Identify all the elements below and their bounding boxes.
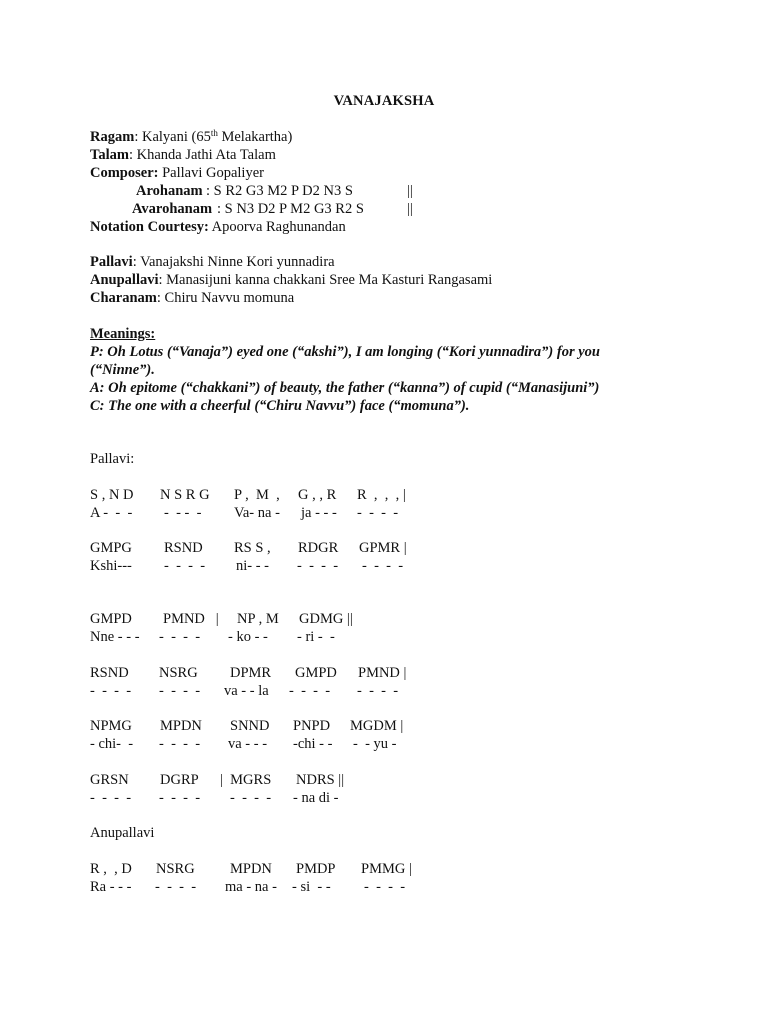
- anupallavi-sahitya-cell: ma - na -: [225, 879, 277, 895]
- anupallavi-sahitya-cell: Ra - - -: [90, 879, 132, 895]
- pallavi-sahitya-cell: - ko - -: [228, 629, 268, 645]
- meaning-anupallavi: A: Oh epitome (“chakkani”) of beauty, the father (“kanna”) of cupid (“Manasijuni”): [90, 380, 600, 396]
- pallavi-sahitya-cell: va - - -: [228, 736, 268, 752]
- pallavi-swara-cell: N S R G: [160, 487, 210, 503]
- courtesy-line: [90, 218, 346, 236]
- pallavi-sahitya-row: [0, 558, 768, 576]
- pallavi-swara-cell: GPMR |: [359, 540, 407, 556]
- talam-label: Talam: [90, 147, 129, 163]
- pallavi-block: [0, 487, 768, 523]
- pallavi-sahitya-cell: - chi- -: [90, 736, 134, 752]
- avarohanam-notes: : S N3 D2 P M2 G3 R2 S: [217, 201, 364, 217]
- pallavi-sahitya-cell: - - - -: [90, 790, 132, 806]
- pallavi-block: [0, 718, 768, 754]
- pallavi-sahitya-cell: - - - -: [90, 683, 132, 699]
- pallavi-swara-cell: GMPD: [295, 665, 337, 681]
- pallavi-sahitya-cell: va - - la: [224, 683, 269, 699]
- anupallavi-sahitya-cell: - si - -: [292, 879, 331, 895]
- pallavi-lyric-text: : Vanajakshi Ninne Kori yunnadira: [132, 254, 335, 270]
- anupallavi-lyric-label: Anupallavi: [90, 272, 159, 288]
- pallavi-swara-cell: MPDN: [160, 718, 202, 734]
- pallavi-sahitya-cell: - - - -: [357, 683, 399, 699]
- pallavi-block: [0, 611, 768, 647]
- pallavi-sahitya-cell: - - - -: [362, 558, 404, 574]
- pallavi-sahitya-cell: Va- na -: [234, 505, 280, 521]
- pallavi-swara-cell: P , M ,: [234, 487, 280, 503]
- anupallavi-swara-cell: R , , D: [90, 861, 132, 877]
- pallavi-sahitya-row: [0, 790, 768, 808]
- anupallavi-swara-cell: PMDP: [296, 861, 336, 877]
- pallavi-sahitya-cell: - - - -: [289, 683, 331, 699]
- pallavi-sahitya-cell: - - - -: [159, 736, 201, 752]
- pallavi-sahitya-cell: - - yu -: [353, 736, 397, 752]
- pallavi-sahitya-cell: Kshi---: [90, 558, 132, 574]
- raga-details: [90, 128, 413, 236]
- page-title: VANAJAKSHA: [333, 93, 435, 109]
- pallavi-swara-cell: RSND: [164, 540, 203, 556]
- pallavi-swara-cell: GMPD: [90, 611, 132, 627]
- pallavi-sahitya-cell: A - - -: [90, 505, 133, 521]
- pallavi-swara-cell: MGDM |: [350, 718, 404, 734]
- anupallavi-swara-cell: PMMG |: [361, 861, 412, 877]
- pallavi-sahitya-cell: - - - -: [159, 629, 201, 645]
- arohanam-bar: ||: [407, 183, 413, 199]
- meanings-heading: Meanings:: [90, 326, 156, 342]
- charanam-lyric-label: Charanam: [90, 290, 157, 306]
- anupallavi-sahitya-cell: - - - -: [364, 879, 406, 895]
- ragam-value: : Kalyani (65: [134, 129, 211, 145]
- pallavi-swara-cell: GMPG: [90, 540, 132, 556]
- pallavi-swara-row: [0, 772, 768, 790]
- pallavi-swara-cell: PMND |: [358, 665, 407, 681]
- pallavi-swara-cell: DGRP: [160, 772, 199, 788]
- avarohanam-bar: ||: [407, 201, 413, 217]
- ragam-label: Ragam: [90, 129, 135, 145]
- pallavi-block: [0, 772, 768, 808]
- anupallavi-swara-cell: MPDN: [230, 861, 272, 877]
- pallavi-heading: Pallavi:: [90, 451, 135, 467]
- pallavi-sahitya-row: [0, 736, 768, 754]
- anupallavi-sahitya-row: [0, 879, 768, 897]
- composer-line: [90, 164, 346, 182]
- talam-line: [90, 146, 346, 164]
- pallavi-swara-row: [0, 487, 768, 505]
- pallavi-sahitya-cell: - - - -: [297, 558, 339, 574]
- pallavi-sahitya-cell: - ri - -: [297, 629, 335, 645]
- pallavi-swara-cell: | MGRS: [220, 772, 272, 788]
- pallavi-swara-cell: RS S ,: [234, 540, 271, 556]
- pallavi-sahitya-cell: -chi - -: [293, 736, 333, 752]
- pallavi-swara-cell: NSRG: [159, 665, 198, 681]
- pallavi-swara-cell: G , , R: [298, 487, 337, 503]
- courtesy-label: Notation Courtesy:: [90, 219, 209, 235]
- pallavi-swara-cell: GDMG ||: [299, 611, 353, 627]
- anupallavi-sahitya-cell: - - - -: [155, 879, 197, 895]
- pallavi-swara-cell: RDGR: [298, 540, 339, 556]
- pallavi-swara-cell: NDRS ||: [296, 772, 345, 788]
- avarohanam-line: [90, 200, 413, 218]
- ragam-line: [90, 128, 346, 146]
- pallavi-swara-cell: NP , M: [237, 611, 279, 627]
- pallavi-sahitya-cell: - - - -: [159, 790, 201, 806]
- pallavi-swara-row: [0, 540, 768, 558]
- anupallavi-swara-row: [0, 861, 768, 879]
- meaning-pallavi-cont: (“Ninne”).: [90, 362, 155, 378]
- pallavi-swara-cell: NPMG: [90, 718, 132, 734]
- pallavi-sahitya-cell: ja - - -: [301, 505, 337, 521]
- pallavi-sahitya-cell: - - - -: [164, 505, 202, 521]
- pallavi-sahitya-cell: - - - -: [230, 790, 272, 806]
- charanam-lyric-text: : Chiru Navvu momuna: [156, 290, 295, 306]
- pallavi-sahitya-cell: - - - -: [159, 683, 201, 699]
- arohanam-line: [90, 182, 413, 200]
- meanings-section: [90, 325, 690, 415]
- pallavi-block: [0, 665, 768, 701]
- pallavi-swara-row: [0, 665, 768, 683]
- pallavi-sahitya-row: [0, 505, 768, 523]
- pallavi-swara-row: [0, 611, 768, 629]
- pallavi-sahitya-row: [0, 683, 768, 701]
- anupallavi-block: [0, 861, 768, 897]
- arohanam-notes: : S R2 G3 M2 P D2 N3 S: [206, 183, 353, 199]
- avarohanam-label: Avarohanam: [132, 201, 213, 217]
- pallavi-lyric-label: Pallavi: [90, 254, 133, 270]
- charanam-lyric: [90, 289, 492, 307]
- pallavi-sahitya-cell: - - - -: [357, 505, 399, 521]
- ragam-superscript: th: [210, 128, 218, 138]
- anupallavi-swara-cell: NSRG: [156, 861, 195, 877]
- meaning-pallavi: P: Oh Lotus (“Vanaja”) eyed one (“akshi”), I am longing (“Kori yunnadira”) for you: [90, 344, 600, 360]
- pallavi-lyric: [90, 253, 492, 271]
- courtesy-value: Apoorva Raghunandan: [208, 219, 346, 235]
- anupallavi-lyric: [90, 271, 492, 289]
- pallavi-sahitya-cell: - - - -: [164, 558, 206, 574]
- pallavi-swara-cell: SNND: [230, 718, 270, 734]
- anupallavi-lyric-text: : Manasijuni kanna chakkani Sree Ma Kasturi Rangasami: [158, 272, 493, 288]
- pallavi-swara-cell: GRSN: [90, 772, 129, 788]
- pallavi-swara-cell: RSND: [90, 665, 129, 681]
- pallavi-swara-cell: R , , , |: [357, 487, 406, 503]
- pallavi-swara-cell: S , N D: [90, 487, 134, 503]
- pallavi-swara-cell: DPMR: [230, 665, 272, 681]
- pallavi-swara-cell: PMND |: [163, 611, 219, 627]
- pallavi-sahitya-cell: Nne - - -: [90, 629, 140, 645]
- anupallavi-heading: Anupallavi: [90, 825, 155, 841]
- meaning-charanam: C: The one with a cheerful (“Chiru Navvu”) face (“momuna”).: [90, 398, 470, 414]
- talam-value: : Khanda Jathi Ata Talam: [128, 147, 276, 163]
- pallavi-swara-cell: PNPD: [293, 718, 331, 734]
- ragam-value-end: Melakartha): [217, 129, 293, 145]
- arohanam-label: Arohanam: [136, 183, 203, 199]
- pallavi-swara-row: [0, 718, 768, 736]
- pallavi-block: [0, 540, 768, 576]
- pallavi-sahitya-row: [0, 629, 768, 647]
- composer-label: Composer:: [90, 165, 159, 181]
- composer-value: Pallavi Gopaliyer: [158, 165, 264, 181]
- pallavi-sahitya-cell: - na di -: [293, 790, 339, 806]
- lyrics-section: [90, 253, 492, 307]
- pallavi-sahitya-cell: ni- - -: [236, 558, 270, 574]
